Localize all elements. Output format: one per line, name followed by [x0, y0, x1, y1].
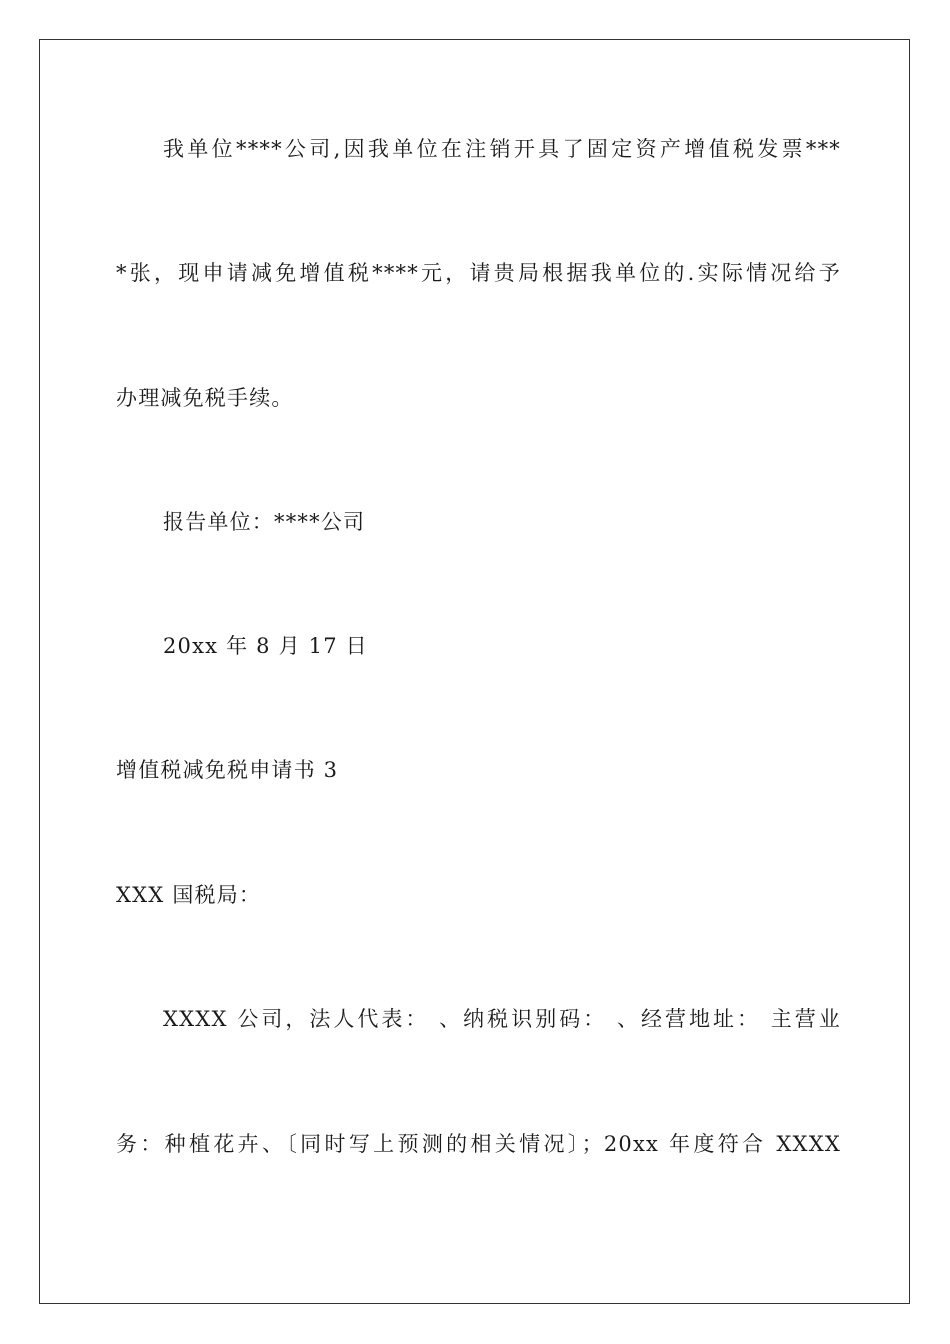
paragraph2-line2: 务：种植花卉、〔同时写上预测的相关情况〕；20xx 年度符合 XXXX [116, 1132, 841, 1156]
report-date: 20xx 年 8 月 17 日 [163, 634, 368, 658]
paragraph2-line1: XXXX 公司，法人代表： 、纳税识别码： 、经营地址： 主营业 [163, 1007, 841, 1031]
paragraph1-line1: 我单位****公司,因我单位在注销开具了固定资产增值税发票*** [163, 137, 841, 161]
addressee: XXX 国税局： [116, 883, 262, 907]
page-border [39, 39, 910, 1304]
report-unit: 报告单位：****公司 [163, 510, 366, 534]
section-title: 增值税减免税申请书 3 [116, 758, 339, 782]
paragraph1-line3: 办理减免税手续。 [116, 386, 294, 410]
paragraph1-line2: *张，现申请减免增值税****元，请贵局根据我单位的.实际情况给予 [116, 261, 841, 285]
